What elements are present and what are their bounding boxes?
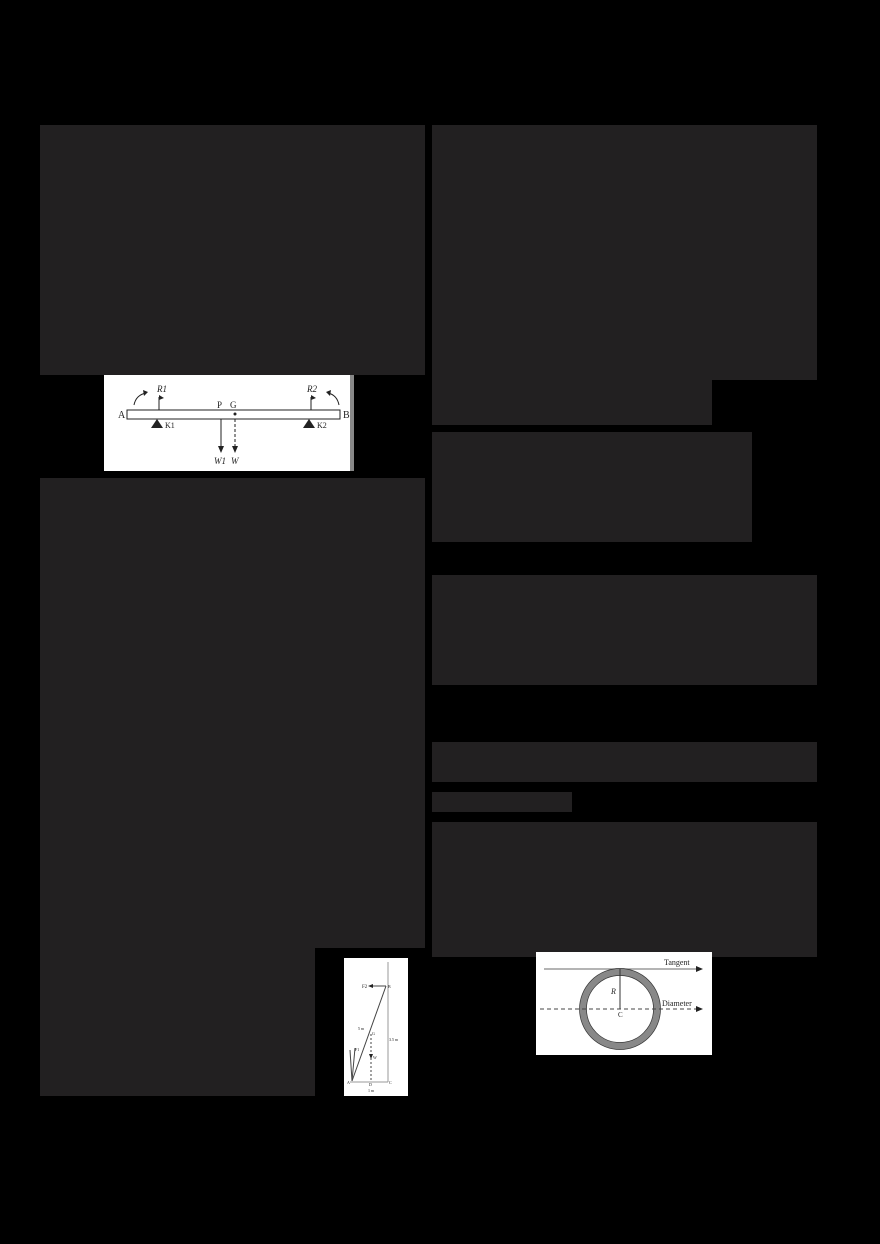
svg-text:3.5 m: 3.5 m (389, 1037, 399, 1042)
redacted-text-block (432, 125, 817, 380)
scroll-edge (350, 375, 354, 471)
svg-text:1 m: 1 m (368, 1088, 375, 1093)
svg-text:B: B (343, 410, 350, 421)
beam-diagram (104, 375, 354, 471)
figure-ring-axes (536, 952, 712, 1055)
svg-text:R2: R2 (307, 384, 317, 394)
svg-text:W1: W1 (214, 456, 226, 466)
svg-text:P: P (217, 400, 223, 410)
svg-text:F1: F1 (355, 1047, 360, 1052)
redacted-text-block (432, 742, 817, 782)
svg-text:W: W (231, 456, 239, 466)
redacted-text-block (40, 125, 425, 375)
svg-text:G: G (372, 1031, 375, 1036)
figure-beam-supports (104, 375, 354, 471)
svg-text:A: A (347, 1080, 350, 1085)
redacted-text-block (40, 478, 425, 948)
svg-text:B: B (388, 984, 391, 989)
redacted-text-block (40, 948, 315, 1096)
svg-text:Diameter: Diameter (662, 999, 692, 1008)
svg-text:G: G (230, 400, 237, 410)
svg-text:C: C (389, 1080, 392, 1085)
redacted-text-block (432, 792, 572, 812)
svg-text:R1: R1 (157, 384, 167, 394)
svg-text:K1: K1 (165, 421, 175, 430)
svg-text:W: W (373, 1055, 377, 1060)
svg-text:Tangent: Tangent (664, 958, 690, 967)
svg-text:F2: F2 (362, 985, 368, 990)
ring-diagram (536, 952, 712, 1055)
redacted-text-block (432, 575, 817, 685)
redacted-text-block (432, 822, 817, 957)
ladder-diagram (344, 958, 408, 1096)
redacted-text-block (432, 432, 752, 542)
figure-ladder (344, 958, 408, 1096)
svg-text:D: D (369, 1082, 372, 1087)
svg-text:C: C (618, 1011, 623, 1019)
svg-text:5 m: 5 m (358, 1026, 365, 1031)
svg-text:R: R (611, 987, 616, 996)
svg-text:A: A (118, 410, 126, 421)
redacted-text-block (432, 380, 712, 425)
svg-text:K2: K2 (317, 421, 327, 430)
